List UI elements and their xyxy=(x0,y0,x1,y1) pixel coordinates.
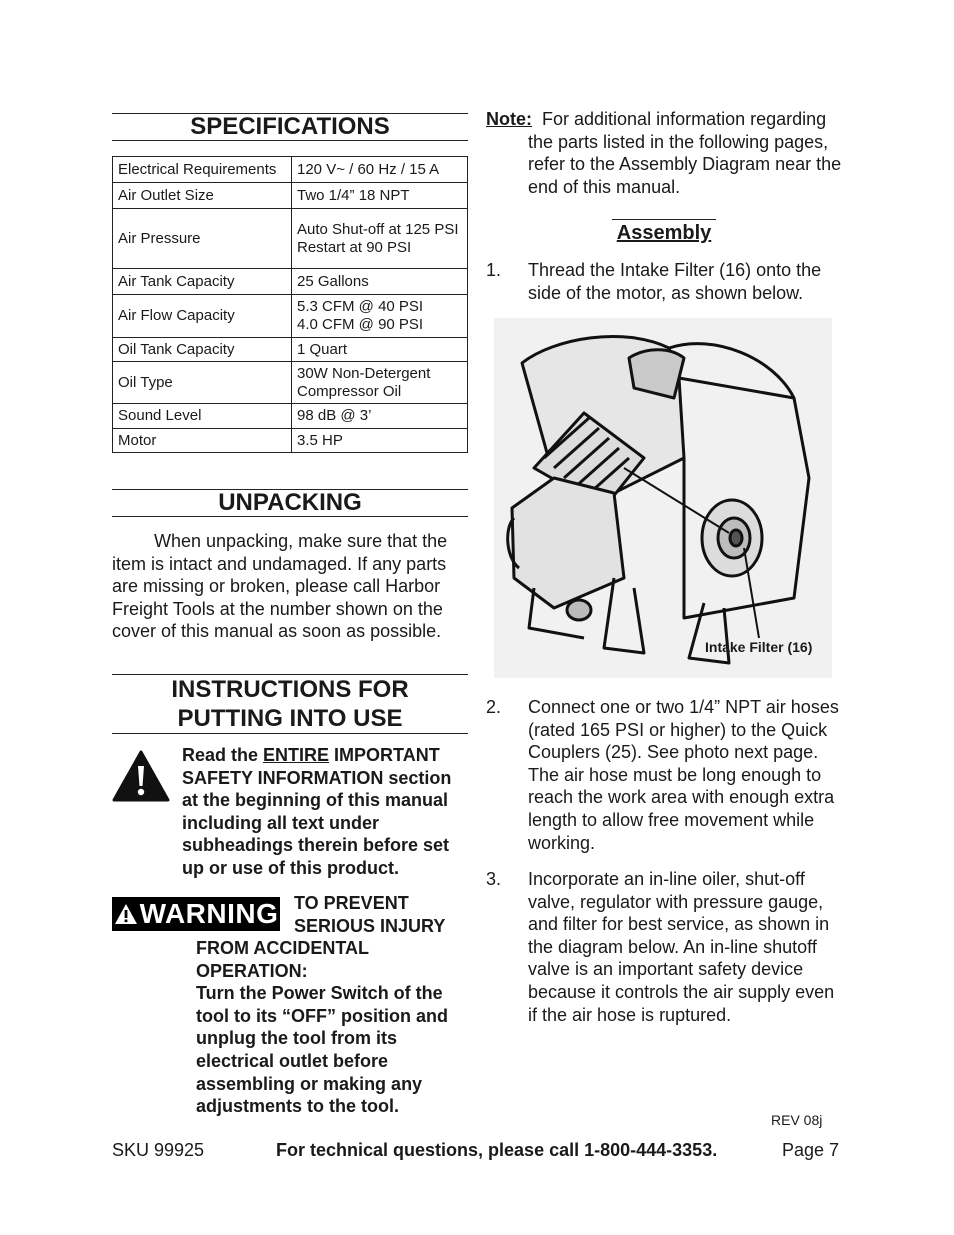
warning-text: FROM ACCIDENTAL OPERATION: Turn the Power Switch of the tool to its “OFF” position and unplug the tool from its electrical outlet before assembling or making any adjustments to the tool. xyxy=(196,938,448,1117)
table-row xyxy=(113,362,468,404)
note-text: For additional information regarding the parts listed in the following pages, refer to the Assembly Diagram near the end of this manual. xyxy=(528,109,842,197)
warning-heading-line2: SERIOUS INJURY xyxy=(294,915,446,936)
table-row xyxy=(113,338,468,362)
spec-value: 120 V~ / 60 Hz / 15 A xyxy=(292,157,468,183)
safety-alert-icon xyxy=(112,750,170,802)
spec-label: Air Tank Capacity xyxy=(113,269,292,295)
spec-value: 25 Gallons xyxy=(292,269,468,295)
unpacking-text: When unpacking, make sure that the item is intact and undamaged. If any parts are missing or broken, please call Harbor Freight Tools at the number shown on the cover of this manual as soon as possible. xyxy=(112,531,448,642)
sku-label: SKU 99925 xyxy=(112,1140,205,1160)
specifications-table xyxy=(112,156,468,453)
unpacking-heading: UNPACKING xyxy=(112,489,468,517)
warning-badge xyxy=(112,897,280,931)
step-number: 3. xyxy=(486,869,502,889)
table-row xyxy=(113,157,468,183)
warning-triangle-icon xyxy=(114,897,138,931)
table-row xyxy=(113,183,468,209)
spec-label: Air Pressure xyxy=(113,209,292,269)
page-number: Page 7 xyxy=(782,1140,840,1160)
table-row xyxy=(113,429,468,453)
spec-label: Motor xyxy=(113,429,292,453)
table-row xyxy=(113,404,468,429)
safety-information-notice xyxy=(182,744,467,880)
intake-filter-photo xyxy=(494,318,832,678)
instructions-heading-line1: INSTRUCTIONS FOR xyxy=(171,676,409,703)
spec-label: Air Flow Capacity xyxy=(113,295,292,338)
assembly-heading: Assembly xyxy=(612,219,716,246)
warning-heading xyxy=(294,892,445,937)
safety-text-pre: Read the xyxy=(182,745,264,765)
instructions-heading-line2: PUTTING INTO USE xyxy=(177,705,403,732)
warning-heading-line1: TO PREVENT xyxy=(294,893,409,913)
specifications-heading: SPECIFICATIONS xyxy=(112,113,468,141)
compressor-illustration xyxy=(494,318,832,678)
note-label: Note: xyxy=(486,109,532,129)
step-text: Thread the Intake Filter (16) onto the side of the motor, as shown below. xyxy=(528,260,822,303)
spec-value: 98 dB @ 3’ xyxy=(292,404,468,429)
intake-filter-label: Intake Filter (16) xyxy=(705,639,813,655)
spec-label: Air Outlet Size xyxy=(113,183,292,209)
table-row xyxy=(113,269,468,295)
table-row xyxy=(113,209,468,269)
tech-support-line: For technical questions, please call 1-800-444-3353. xyxy=(276,1140,718,1160)
spec-value: 1 Quart xyxy=(292,338,468,362)
safety-text-post: IMPORTANT SAFETY INFORMATION section at the beginning of this manual including all text under subheadings therein before set up or use of this product. xyxy=(182,745,452,878)
spec-value: Two 1/4” 18 NPT xyxy=(292,183,468,209)
step-number: 1. xyxy=(486,260,502,280)
step-text: Incorporate an in-line oiler, shut-off valve, regulator with pressure gauge, and filter for best service, as shown in the diagram below. An in-line shutoff valve is an important safety device because it controls the air supply even if the air hose is ruptured. xyxy=(528,869,835,1025)
spec-label: Sound Level xyxy=(113,404,292,429)
step-number: 2. xyxy=(486,697,502,717)
spec-value: Auto Shut-off at 125 PSI Restart at 90 PSI xyxy=(292,209,468,269)
table-row xyxy=(113,295,468,338)
spec-label: Oil Tank Capacity xyxy=(113,338,292,362)
spec-value: 3.5 HP xyxy=(292,429,468,453)
revision-label: REV 08j xyxy=(771,1112,823,1128)
warning-badge-label: WARNING xyxy=(139,898,279,929)
step-text: Connect one or two 1/4” NPT air hoses (rated 165 PSI or higher) to the Quick Couplers (25). See photo next page. The air hose must be long enough to reach the work area with enough extra length to allow free movement while working. xyxy=(528,697,839,853)
safety-text-underlined: ENTIRE xyxy=(263,745,330,765)
spec-label: Electrical Requirements xyxy=(113,157,292,183)
instructions-heading xyxy=(112,674,468,734)
spec-label: Oil Type xyxy=(113,362,292,404)
spec-value: 30W Non-Detergent Compressor Oil xyxy=(292,362,468,404)
spec-value: 5.3 CFM @ 40 PSI 4.0 CFM @ 90 PSI xyxy=(292,295,468,338)
